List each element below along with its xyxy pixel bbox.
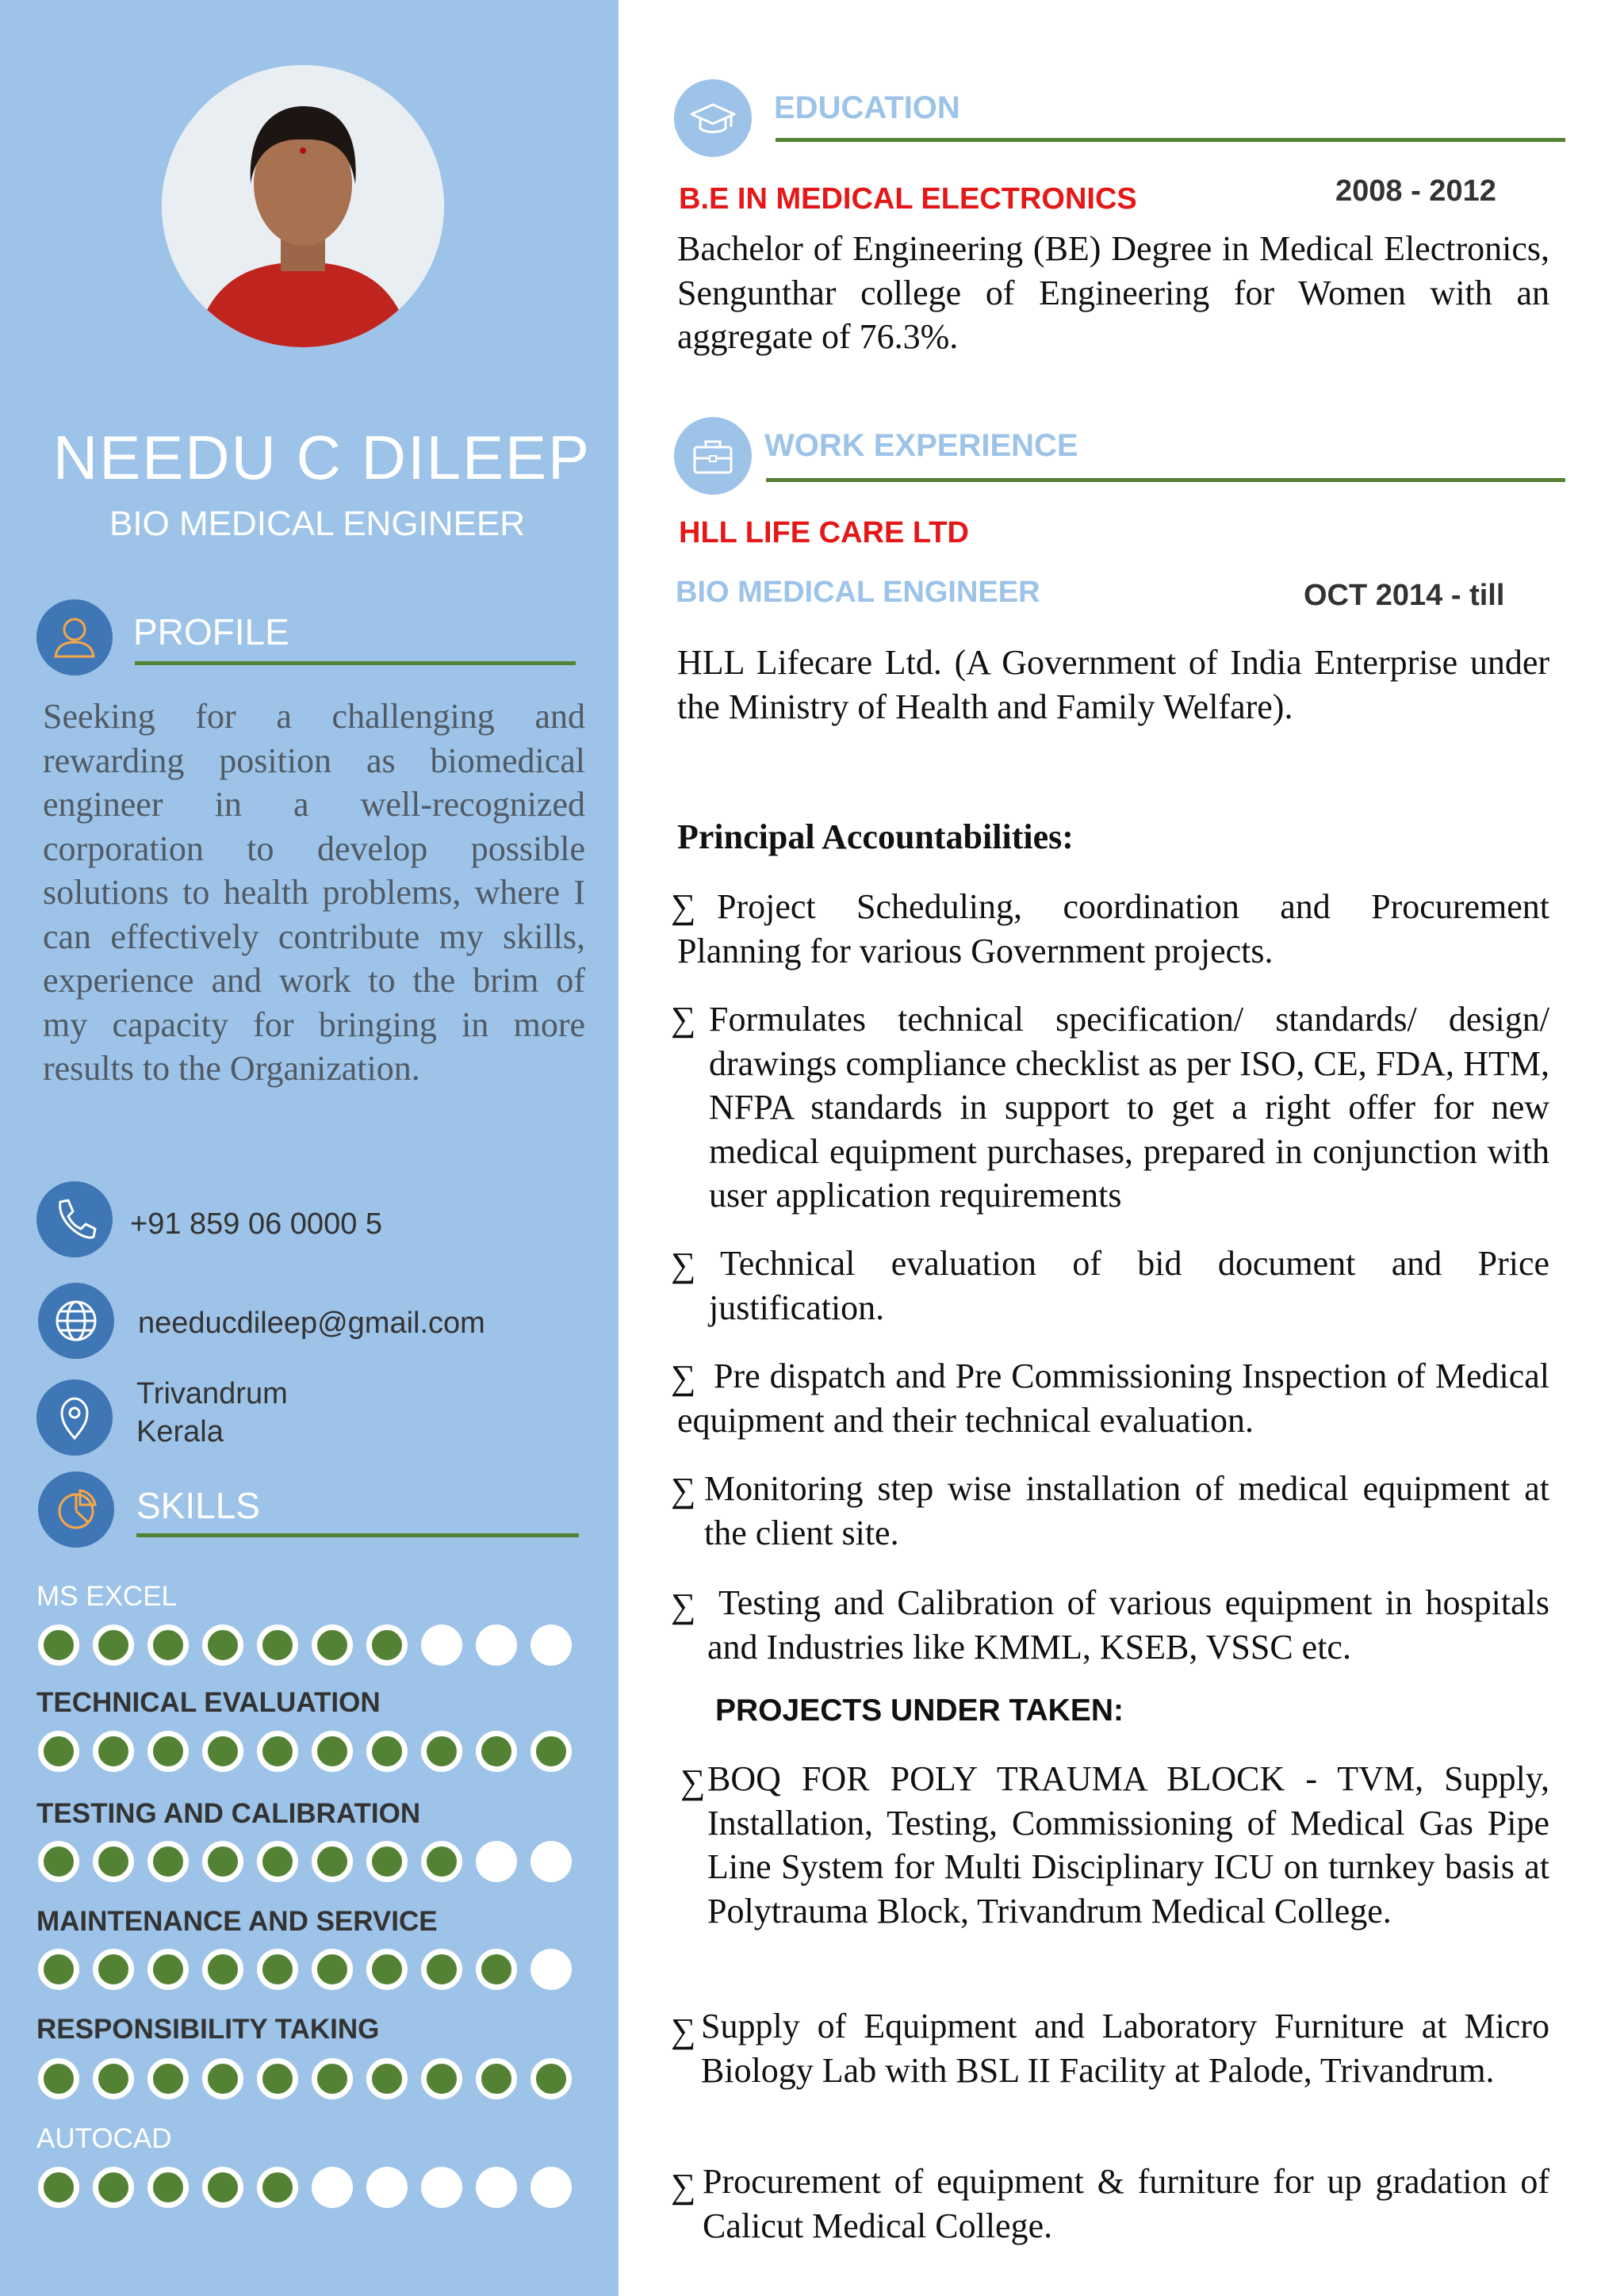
graduation-cap-icon bbox=[674, 79, 752, 157]
project-item: Supply of Equipment and Laboratory Furniture at Micro Biology Lab with BSL II Facility at Palode, Trivandrum. bbox=[701, 2007, 1549, 2090]
profile-title: PROFILE bbox=[133, 611, 289, 652]
profile-divider bbox=[135, 661, 576, 665]
bullet-symbol: ∑ bbox=[671, 2011, 696, 2050]
skill-dot-empty bbox=[476, 1841, 517, 1882]
profile-photo bbox=[162, 65, 444, 347]
skill-dot-filled bbox=[202, 1731, 243, 1772]
phone-number[interactable]: +91 859 06 0000 5 bbox=[130, 1207, 383, 1241]
skill-dot-empty bbox=[312, 2167, 353, 2208]
skill-dot-filled bbox=[366, 1624, 408, 1666]
skill-dot-filled bbox=[147, 1949, 189, 1990]
accountability-item: Technical evaluation of bid document and Price justification. bbox=[709, 1244, 1549, 1327]
skill-dot-filled bbox=[366, 1841, 408, 1882]
work-divider bbox=[766, 478, 1565, 482]
skills-title: SKILLS bbox=[136, 1485, 260, 1526]
education-degree: B.E IN MEDICAL ELECTRONICS bbox=[679, 182, 1137, 216]
skill-dot-filled bbox=[312, 1731, 353, 1772]
skill-dot-filled bbox=[257, 2167, 298, 2208]
skill-dot-filled bbox=[93, 1731, 134, 1772]
skill-dot-filled bbox=[147, 1841, 189, 1882]
skill-dot-filled bbox=[93, 1624, 134, 1666]
skill-label: AUTOCAD bbox=[36, 2123, 172, 2154]
projects-title: PROJECTS UNDER TAKEN: bbox=[715, 1693, 1124, 1728]
accountabilities-title: Principal Accountabilities: bbox=[677, 817, 1074, 856]
skill-dot-filled bbox=[38, 1624, 79, 1666]
skill-dot-filled bbox=[257, 2058, 298, 2099]
skill-dot-filled bbox=[530, 1731, 572, 1772]
skill-dot-filled bbox=[93, 1841, 134, 1882]
skill-dot-filled bbox=[530, 2058, 572, 2099]
skill-rating bbox=[38, 1949, 585, 1990]
skill-dot-filled bbox=[257, 1624, 298, 1666]
project-item: BOQ FOR POLY TRAUMA BLOCK - TVM, Supply, Installation, Testing, Commissioning of Medical Gas Pipe Line System for Multi Disciplinary ICU on turnkey basis at Polytrauma Block, Trivandrum Medical College. bbox=[707, 1759, 1549, 1931]
skill-dot-filled bbox=[312, 2058, 353, 2099]
map-pin-icon bbox=[36, 1380, 113, 1456]
skill-dot-filled bbox=[476, 1949, 517, 1990]
company-name: HLL LIFE CARE LTD bbox=[679, 516, 969, 549]
skill-label: TESTING AND CALIBRATION bbox=[36, 1798, 421, 1829]
skill-dot-filled bbox=[93, 2167, 134, 2208]
briefcase-icon bbox=[674, 417, 752, 495]
skill-dot-filled bbox=[202, 1624, 243, 1666]
skill-dot-filled bbox=[38, 1949, 79, 1990]
bullet-symbol: ∑ bbox=[671, 2167, 696, 2206]
skill-dot-empty bbox=[530, 1949, 572, 1990]
skill-rating bbox=[38, 2058, 585, 2099]
skill-dot-empty bbox=[476, 1624, 517, 1666]
skill-rating bbox=[38, 1624, 585, 1666]
skill-dot-filled bbox=[257, 1841, 298, 1882]
skill-dot-empty bbox=[421, 2167, 462, 2208]
accountability-item: Formulates technical specification/ standards/ design/ drawings compliance checklist as per ISO, CE, FDA, HTM, NFPA standards in support to get a right offer for new medical equipment purchases, prepared in conjunction with user application requirements bbox=[709, 1000, 1549, 1215]
bullet-symbol: ∑ bbox=[671, 887, 696, 926]
skills-divider bbox=[136, 1533, 579, 1537]
skill-label: RESPONSIBILITY TAKING bbox=[36, 2014, 380, 2045]
skill-dot-empty bbox=[530, 1624, 572, 1666]
pie-chart-icon bbox=[38, 1471, 114, 1548]
job-position: BIO MEDICAL ENGINEER bbox=[676, 576, 1040, 609]
skill-dot-filled bbox=[38, 1731, 79, 1772]
user-icon bbox=[36, 599, 113, 675]
accountability-item: Monitoring step wise installation of medical equipment at the client site. bbox=[704, 1469, 1549, 1552]
bullet-symbol: ∑ bbox=[671, 1471, 696, 1510]
candidate-role: BIO MEDICAL ENGINEER bbox=[109, 504, 526, 543]
globe-icon bbox=[38, 1283, 114, 1359]
company-description: HLL Lifecare Ltd. (A Government of India Enterprise under the Ministry of Health and Family Welfare). bbox=[677, 643, 1549, 726]
skill-label: TECHNICAL EVALUATION bbox=[36, 1687, 381, 1718]
skill-rating bbox=[38, 2167, 585, 2208]
skill-dot-empty bbox=[530, 2167, 572, 2208]
skill-dot-empty bbox=[421, 1624, 462, 1666]
skill-dot-filled bbox=[366, 1731, 408, 1772]
skill-dot-filled bbox=[312, 1624, 353, 1666]
skill-dot-filled bbox=[476, 2058, 517, 2099]
skill-dot-empty bbox=[530, 1841, 572, 1882]
education-years: 2008 - 2012 bbox=[1335, 174, 1496, 208]
accountability-item: Pre dispatch and Pre Commissioning Inspection of Medical equipment and their technical evaluation. bbox=[677, 1357, 1549, 1440]
email-address[interactable]: needucdileep@gmail.com bbox=[138, 1307, 485, 1340]
skill-dot-filled bbox=[147, 2167, 189, 2208]
skill-dot-empty bbox=[476, 2167, 517, 2208]
bullet-symbol: ∑ bbox=[680, 1762, 706, 1801]
skill-dot-filled bbox=[93, 1949, 134, 1990]
accountability-item: Project Scheduling, coordination and Procurement Planning for various Government projects. bbox=[677, 887, 1549, 970]
skill-dot-filled bbox=[202, 1841, 243, 1882]
candidate-name: NEEDU C DILEEP bbox=[52, 423, 592, 492]
bullet-symbol: ∑ bbox=[671, 1586, 696, 1625]
skill-dot-filled bbox=[421, 1731, 462, 1772]
skill-dot-filled bbox=[147, 1731, 189, 1772]
skill-dot-filled bbox=[38, 2167, 79, 2208]
skill-dot-filled bbox=[38, 1841, 79, 1882]
skill-dot-filled bbox=[366, 2058, 408, 2099]
skill-dot-filled bbox=[93, 2058, 134, 2099]
accountability-item: Testing and Calibration of various equipment in hospitals and Industries like KMML, KSEB, VSSC etc. bbox=[707, 1583, 1549, 1667]
skill-dot-filled bbox=[312, 1841, 353, 1882]
skill-dot-filled bbox=[202, 2167, 243, 2208]
skill-dot-filled bbox=[202, 2058, 243, 2099]
skill-dot-filled bbox=[421, 1949, 462, 1990]
skill-rating bbox=[38, 1731, 585, 1772]
skill-dot-filled bbox=[38, 2058, 79, 2099]
bullet-symbol: ∑ bbox=[671, 1358, 696, 1397]
skill-dot-filled bbox=[312, 1949, 353, 1990]
phone-icon bbox=[36, 1181, 113, 1257]
location-state: Kerala bbox=[136, 1415, 224, 1448]
skill-label: MS EXCEL bbox=[36, 1581, 177, 1612]
skill-dot-empty bbox=[366, 2167, 408, 2208]
skill-dot-filled bbox=[202, 1949, 243, 1990]
skill-dot-filled bbox=[476, 1731, 517, 1772]
education-divider bbox=[776, 138, 1565, 142]
location-city: Trivandrum bbox=[136, 1377, 288, 1410]
skill-label: MAINTENANCE AND SERVICE bbox=[36, 1906, 438, 1937]
skill-dot-filled bbox=[421, 1841, 462, 1882]
project-item: Procurement of equipment & furniture for up gradation of Calicut Medical College. bbox=[703, 2162, 1549, 2245]
skill-dot-filled bbox=[147, 1624, 189, 1666]
education-title: EDUCATION bbox=[774, 90, 960, 125]
work-title: WORK EXPERIENCE bbox=[764, 428, 1078, 463]
skill-dot-filled bbox=[147, 2058, 189, 2099]
profile-text: Seeking for a challenging and rewarding position as biomedical engineer in a well-recognized corporation to develop possible solutions to health problems, where I can effectively contribute my skills, experience and work to the brim of my capacity for bringing in more results to the Organization. bbox=[43, 697, 585, 1088]
skill-dot-filled bbox=[257, 1949, 298, 1990]
skill-dot-filled bbox=[366, 1949, 408, 1990]
skill-dot-filled bbox=[257, 1731, 298, 1772]
bullet-symbol: ∑ bbox=[671, 1246, 696, 1284]
job-period: OCT 2014 - till bbox=[1304, 579, 1505, 612]
education-description: Bachelor of Engineering (BE) Degree in Medical Electronics, Sengunthar college of Engineering for Women with an aggregate of 76.3%. bbox=[677, 229, 1549, 356]
skill-rating bbox=[38, 1841, 585, 1882]
bullet-symbol: ∑ bbox=[671, 1000, 696, 1039]
skill-dot-filled bbox=[421, 2058, 462, 2099]
